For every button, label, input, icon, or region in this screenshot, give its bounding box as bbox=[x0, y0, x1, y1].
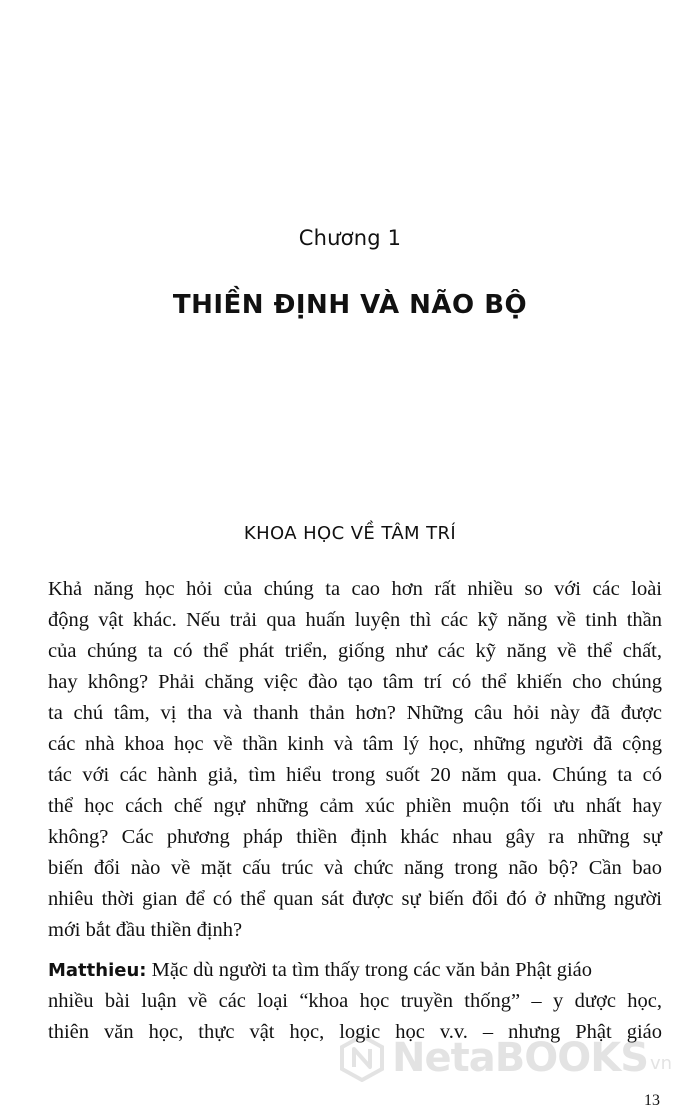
watermark-logo-icon bbox=[338, 1034, 386, 1082]
page-number: 13 bbox=[644, 1092, 660, 1109]
text-line: thiên văn học, thực vật học, logic học v.v. – nhưng Phật giáo bbox=[48, 1021, 662, 1043]
watermark bbox=[338, 1030, 672, 1086]
chapter-title: THIỀN ĐỊNH VÀ NÃO BỘ bbox=[172, 290, 528, 320]
text-line: các nhà khoa học về thần kinh và tâm lý học, những người đã cộng bbox=[48, 733, 662, 755]
text-span: Mặc dù người ta tìm thấy trong các văn bản Phật giáo bbox=[146, 959, 592, 981]
watermark-suffix: vn bbox=[650, 1053, 673, 1074]
text-line: không? Các phương pháp thiền định khác nhau gây ra những sự bbox=[48, 826, 662, 848]
text-line bbox=[48, 958, 662, 983]
text-line: thể học cách chế ngự những cảm xúc phiền muộn tối ưu nhất hay bbox=[48, 795, 662, 817]
text-line: của chúng ta có thể phát triển, giống như các kỹ năng về thể chất, bbox=[48, 640, 662, 662]
text-line: tác với các hành giả, tìm hiểu trong suốt 20 năm qua. Chúng ta có bbox=[48, 764, 662, 786]
watermark-brand: NetaBOOKS bbox=[392, 1035, 649, 1081]
text-line: động vật khác. Nếu trải qua huấn luyện thì các kỹ năng về tinh thần bbox=[48, 609, 662, 631]
chapter-label: Chương 1 bbox=[298, 226, 402, 250]
text-line: biến đổi nào về mặt cấu trúc và chức năng trong não bộ? Cần bao bbox=[48, 857, 662, 879]
text-line: mới bắt đầu thiền định? bbox=[48, 919, 243, 941]
text-line: hay không? Phải chăng việc đào tạo tâm trí có thể khiến cho chúng bbox=[48, 671, 662, 693]
text-line: nhiều bài luận về các loại “khoa học truyền thống” – y dược học, bbox=[48, 990, 662, 1012]
text-line: ta chú tâm, vị tha và thanh thản hơn? Những câu hỏi này đã được bbox=[48, 702, 662, 724]
speaker-name: Matthieu: bbox=[48, 960, 147, 981]
section-heading: KHOA HỌC VỀ TÂM TRÍ bbox=[243, 523, 457, 544]
text-line: nhiêu thời gian để có thể quan sát được sự biến đổi đó ở những người bbox=[48, 888, 662, 910]
text-line: Khả năng học hỏi của chúng ta cao hơn rất nhiều so với các loài bbox=[48, 578, 662, 600]
